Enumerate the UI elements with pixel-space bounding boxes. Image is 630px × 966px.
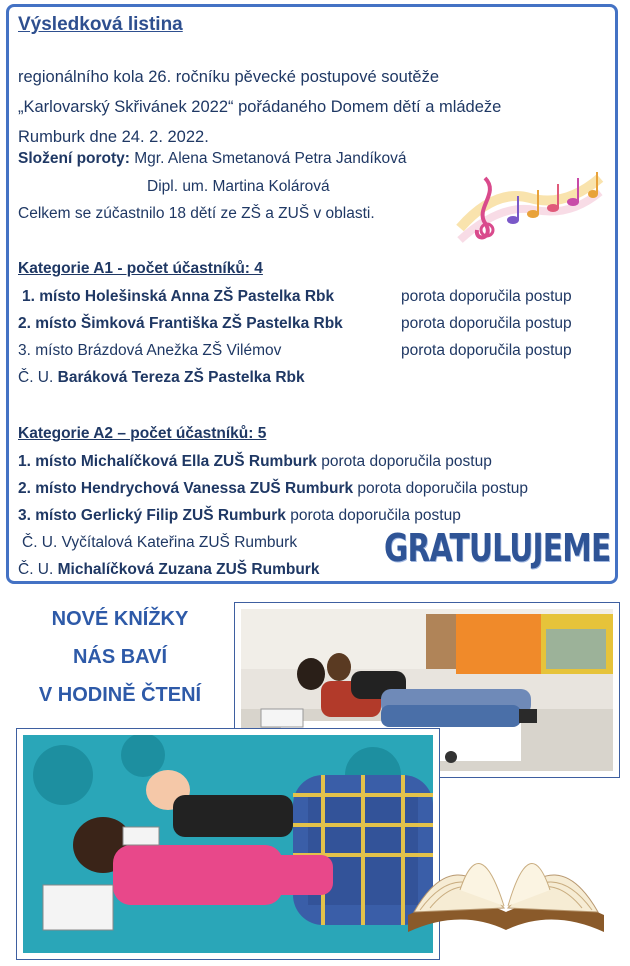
intro-line-2: „Karlovarský Skřivánek 2022“ pořádaného Domem dětí a mládeže [18, 98, 502, 116]
a2-note: porota doporučila postup [357, 480, 529, 497]
a2-name: Michalíčková Ella ZUŠ Rumburk [80, 453, 317, 470]
open-book-icon [400, 820, 612, 940]
a2-row-5 [18, 561, 319, 579]
a1-note: porota doporučila postup [401, 288, 572, 305]
results-title: Výsledková listina [18, 14, 183, 35]
a2-place: 3. místo [18, 507, 77, 524]
intro-line-1: regionálního kola 26. ročníku pěvecké postupové soutěže [18, 68, 440, 86]
a2-place: 1. místo [18, 453, 77, 470]
category-a2-heading: Kategorie A2 – počet účastníků: 5 [18, 425, 267, 442]
a1-name: Brázdová Anežka ZŠ Vilémov [77, 342, 282, 359]
a1-row-4 [18, 369, 305, 387]
a1-name: Baráková Tereza ZŠ Pastelka Rbk [57, 369, 305, 386]
a1-place: Č. U. [18, 369, 54, 386]
category-a1-heading: Kategorie A1 - počet účastníků: 4 [18, 260, 263, 277]
participants-note: Celkem se zúčastnilo 18 dětí ze ZŠ a ZUŠ v oblasti. [18, 205, 375, 222]
a2-name: Vyčítalová Kateřina ZUŠ Rumburk [61, 534, 298, 551]
a2-name: Hendrychová Vanessa ZUŠ Rumburk [80, 480, 354, 497]
a2-name: Gerlický Filip ZUŠ Rumburk [80, 507, 286, 524]
a2-name: Michalíčková Zuzana ZUŠ Rumburk [57, 561, 320, 578]
a1-place: 2. místo [18, 315, 77, 332]
intro-line-3: Rumburk dne 24. 2. 2022. [18, 128, 209, 146]
a1-row-2 [18, 315, 343, 333]
a1-name: Šimková Františka ZŠ Pastelka Rbk [80, 315, 343, 332]
a1-note: porota doporučila postup [401, 315, 572, 332]
books-heading [18, 600, 222, 714]
a2-note: porota doporučila postup [321, 453, 492, 470]
reading-photo-2 [16, 728, 440, 960]
jury-members-2: Dipl. um. Martina Kolárová [147, 178, 330, 195]
a2-place: 2. místo [18, 480, 77, 497]
jury-line [18, 150, 407, 168]
books-heading-line-3: V HODINĚ ČTENÍ [38, 684, 202, 706]
jury-label: Složení poroty: [18, 150, 130, 167]
a2-row-1 [18, 453, 492, 471]
a2-row-3 [18, 507, 461, 525]
jury-members-1: Mgr. Alena Smetanová Petra Jandíková [134, 150, 407, 167]
a1-row-1 [22, 288, 334, 306]
a2-note: porota doporučila postup [290, 507, 461, 524]
a2-row-2 [18, 480, 528, 498]
intro-text [18, 62, 618, 152]
congratulations-heading: GRATULUJEME [384, 526, 611, 570]
a1-row-3 [18, 342, 281, 360]
a1-note: porota doporučila postup [401, 342, 572, 359]
a2-place: Č. U. [22, 534, 58, 551]
a2-row-4 [22, 534, 297, 552]
a1-place: 1. místo [22, 288, 81, 305]
books-heading-line-1: NOVÉ KNÍŽKY [51, 608, 189, 630]
a1-name: Holešinská Anna ZŠ Pastelka Rbk [84, 288, 335, 305]
a2-place: Č. U. [18, 561, 54, 578]
books-heading-line-2: NÁS BAVÍ [72, 646, 168, 668]
music-notes-icon [455, 168, 605, 250]
a1-place: 3. místo [18, 342, 74, 359]
